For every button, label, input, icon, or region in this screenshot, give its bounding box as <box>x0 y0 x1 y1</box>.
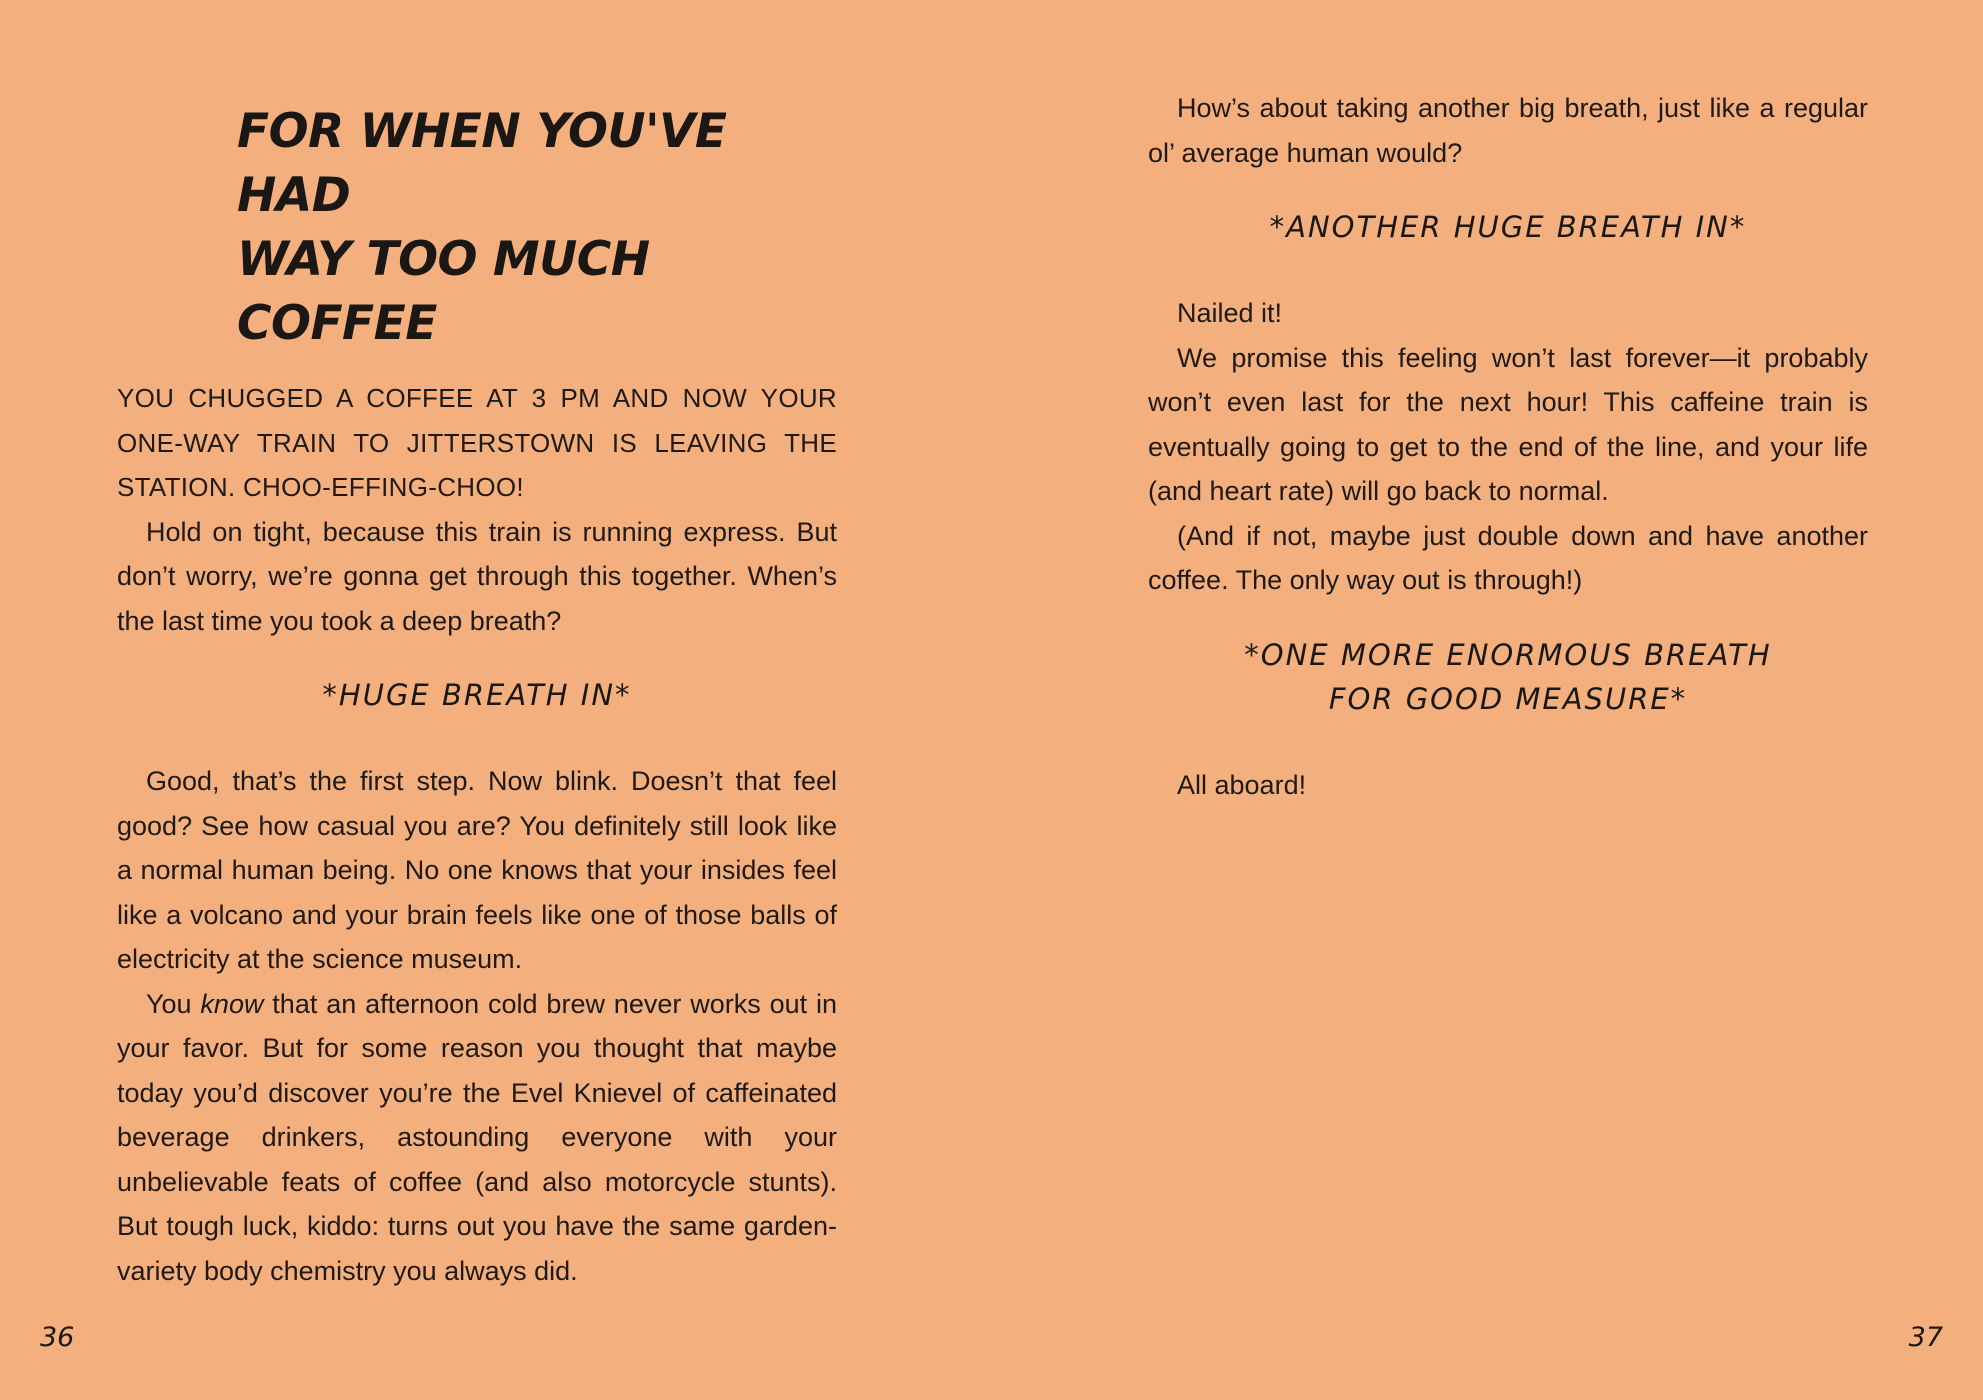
body-paragraph-3-start: You <box>146 988 201 1019</box>
spacer <box>117 747 837 759</box>
spacer <box>117 717 837 747</box>
spacer <box>1148 279 1868 291</box>
spacer <box>117 643 837 673</box>
right-page <box>992 0 1983 1400</box>
body-paragraph-1: Hold on tight, because this train is running express. But don’t worry, we’re gonna get through this together. When’s the last time you took a deep breath? <box>117 516 837 636</box>
spacer <box>1148 249 1868 279</box>
spacer <box>1148 751 1868 763</box>
chapter-title-line-1: FOR WHEN YOU'VE HAD <box>237 104 727 223</box>
emphasis-word: know <box>200 988 264 1019</box>
chapter-title <box>117 100 837 356</box>
breath-callout-3-line-2: FOR GOOD MEASURE* <box>1328 681 1688 716</box>
breath-callout-1: *HUGE BREATH IN* <box>322 678 632 712</box>
body-paragraph-r1: How’s about taking another big breath, just like a regular ol’ average human would? <box>1148 93 1868 168</box>
spacer <box>1148 721 1868 751</box>
intro-caps-paragraph: YOU CHUGGED A COFFEE AT 3 PM AND NOW YOUR ONE-WAY TRAIN TO JITTERSTOWN IS LEAVING THE STATION. CHOO-EFFING-CHOO! <box>117 383 837 502</box>
chapter-title-line-2: WAY TOO MUCH COFFEE <box>237 232 650 351</box>
page-number-left: 36 <box>40 1322 75 1353</box>
left-page-column <box>117 100 837 1293</box>
body-paragraph-r3: We promise this feeling won’t last forever—it probably won’t even last for the next hour! This caffeine train is eventually going to get to the end of the line, and your life (and heart rate) will go back to normal. <box>1148 342 1868 506</box>
breath-callout-2: *ANOTHER HUGE BREATH IN* <box>1269 210 1747 244</box>
body-paragraph-3 <box>117 982 837 1294</box>
body-paragraph-2: Good, that’s the first step. Now blink. Doesn’t that feel good? See how casual you are? You definitely still look like a normal human being. No one knows that your insides feel like a volcano and your brain feels like one of those balls of electricity at the science museum. <box>117 766 837 974</box>
spacer <box>1148 603 1868 633</box>
breath-callout-3-line-1: *ONE MORE ENORMOUS BREATH <box>1244 637 1772 672</box>
breath-callout-3 <box>1148 633 1868 721</box>
body-paragraph-3-rest: that an afternoon cold brew never works out in your favor. But for some reason you thought that maybe today you’d discover you’re the Evel Knievel of caffeinated beverage drinkers, astounding everyone with your unbelievable feats of coffee (and also motorcycle stunts). But tough luck, kiddo: turns out you have the same garden-variety body chemistry you always did. <box>117 988 837 1286</box>
body-paragraph-r2: Nailed it! <box>1177 298 1283 328</box>
spacer <box>1148 175 1868 205</box>
right-page-column <box>1148 86 1868 807</box>
page-number-right: 37 <box>1908 1322 1943 1353</box>
body-paragraph-r4: (And if not, maybe just double down and have another coffee. The only way out is through!) <box>1148 520 1868 595</box>
body-paragraph-r5: All aboard! <box>1177 769 1307 800</box>
